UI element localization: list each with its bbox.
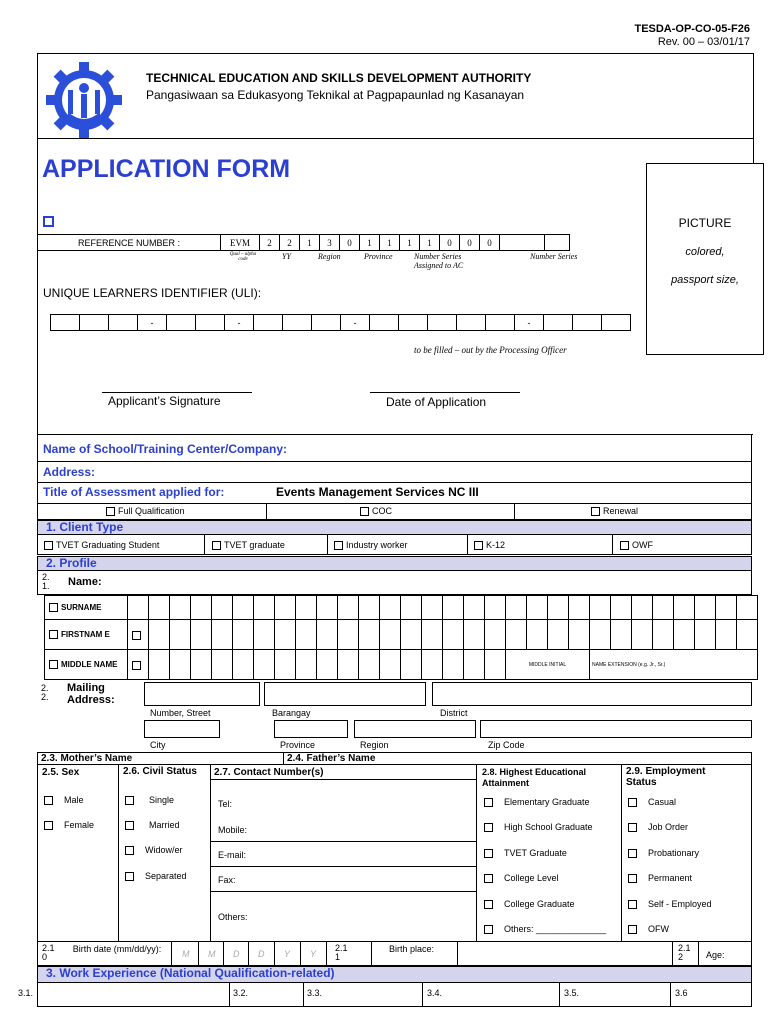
ref-cell[interactable]: 0 [480,235,500,251]
name-cell[interactable] [464,620,485,650]
uli-cell[interactable] [80,315,109,331]
checkbox[interactable] [484,798,493,807]
name-cell[interactable] [506,596,527,620]
client-type-option[interactable] [620,540,653,550]
street-field[interactable] [144,682,260,706]
name-cell[interactable] [485,620,506,650]
civil-option[interactable] [125,871,187,881]
uli-cell[interactable] [196,315,225,331]
name-cell[interactable] [296,620,317,650]
name-cell[interactable] [443,650,464,680]
date-letter[interactable]: M [182,949,190,959]
name-cell[interactable] [548,596,569,620]
name-cell[interactable] [527,620,548,650]
name-cell[interactable] [317,620,338,650]
name-cell[interactable] [275,596,296,620]
birthdate-number: 2.1 0 [42,943,55,962]
option-label: Female [64,820,95,830]
work-experience-heading: 3. Work Experience (National Qualification-related) [37,966,752,983]
surname-label [45,596,128,620]
applicant-signature-label: Applicant’s Signature [108,394,221,408]
uli-cell[interactable] [573,315,602,331]
caption-region: Region [318,252,341,261]
name-cell[interactable] [695,596,716,620]
personal-details [37,765,752,942]
option-label: College Graduate [504,899,575,909]
caption-region: Region [360,740,389,750]
option-label: Probationary [648,848,700,858]
name-cell[interactable] [380,596,401,620]
name-cell[interactable] [149,650,170,680]
checkbox[interactable] [474,541,483,550]
caption-province: Province [364,252,393,261]
option-label: Married [149,820,180,830]
name-label: Name: [68,576,102,588]
checkbox[interactable] [334,541,343,550]
name-cell[interactable] [737,596,758,620]
name-cell[interactable] [128,620,149,650]
age-number: 2.1 2 [678,943,691,962]
checkbox[interactable] [484,849,493,858]
name-cell[interactable] [380,650,401,680]
name-cell[interactable] [359,650,380,680]
tesda-logo-icon [44,60,124,140]
checkbox[interactable] [360,507,369,516]
client-type-option[interactable] [44,540,159,550]
employment-option[interactable] [628,924,669,934]
name-cell[interactable] [527,596,548,620]
name-cell[interactable] [254,620,275,650]
uli-cell[interactable]: - [515,315,544,331]
sex-label: 2.5. Sex [42,767,80,778]
education-option[interactable] [484,899,575,909]
province-field[interactable] [274,720,348,738]
caption-qual: Qual – alpha code [229,252,257,262]
name-grid [44,595,758,680]
middlename-label [45,650,128,680]
reference-number-row [37,234,570,251]
work-col: 3.5. [564,988,580,998]
ref-cell[interactable]: 1 [300,235,320,251]
name-cell[interactable] [338,650,359,680]
name-cell[interactable] [170,620,191,650]
name-cell[interactable] [296,650,317,680]
mailing-number: 2. 2. [41,683,49,702]
name-cell[interactable] [128,596,149,620]
caption-series-ac: Number Series Assigned to AC [414,252,464,270]
name-cell[interactable] [611,620,632,650]
assessment-label: Title of Assessment applied for: [43,485,225,499]
ref-cell[interactable]: EVM [221,235,260,251]
name-cell[interactable] [380,620,401,650]
option-label: Widow/er [145,845,183,855]
client-type-heading: 1. Client Type [37,520,752,535]
option-label: Industry worker [346,540,408,550]
blue-checkbox[interactable] [43,216,54,227]
name-cell[interactable] [191,596,212,620]
contact-label: 2.7. Contact Number(s) [214,767,324,778]
checkbox[interactable] [484,874,493,883]
ref-cell[interactable]: 1 [400,235,420,251]
name-cell[interactable] [632,620,653,650]
name-cell[interactable] [443,620,464,650]
name-cell[interactable] [338,620,359,650]
name-cell[interactable] [443,596,464,620]
option-label: Single [149,795,175,805]
education-option[interactable] [484,873,559,883]
processing-note: to be filled – out by the Processing Officer [414,345,567,355]
name-cell[interactable] [716,596,737,620]
client-type-option[interactable] [212,540,285,550]
ref-cell[interactable]: 3 [320,235,340,251]
uli-cell[interactable] [602,315,631,331]
barangay-field[interactable] [264,682,426,706]
checkbox[interactable] [49,660,58,669]
date-of-application-label: Date of Application [386,395,487,409]
option-label: College Level [504,873,559,883]
name-header-row [37,571,752,595]
checkbox[interactable] [44,796,53,805]
employment-option[interactable] [628,873,692,883]
ref-cell[interactable]: 0 [340,235,360,251]
name-cell[interactable] [422,596,443,620]
checkbox[interactable] [106,507,115,516]
ref-cell[interactable]: 2 [280,235,300,251]
form-code: TESDA-OP-CO-05-F26 [634,23,750,35]
employment-option[interactable] [628,822,688,832]
contact-email[interactable]: E-mail: [218,850,247,860]
contact-others[interactable]: Others: [218,912,248,922]
name-cell[interactable] [338,596,359,620]
name-cell[interactable] [485,650,506,680]
work-experience-header [37,983,752,1007]
school-label: Name of School/Training Center/Company: [43,442,288,456]
name-cell[interactable] [149,620,170,650]
name-cell[interactable] [737,620,758,650]
revision: Rev. 00 – 03/01/17 [657,36,750,48]
name-cell[interactable] [590,620,611,650]
name-cell[interactable] [254,650,275,680]
caption-zipcode: Zip Code [488,740,525,750]
option-label: TVET Graduating Student [56,540,160,550]
ref-cell[interactable]: 1 [360,235,380,251]
option-label: Others: ______________ [504,924,607,934]
city-field[interactable] [144,720,220,738]
name-cell[interactable] [296,596,317,620]
label-text: MIDDLE NAME [61,659,118,669]
opt-renewal[interactable] [591,506,638,516]
name-cell[interactable] [401,596,422,620]
option-label: TVET graduate [224,540,285,550]
name-cell[interactable] [716,620,737,650]
name-cell[interactable] [464,596,485,620]
agency-name: TECHNICAL EDUCATION AND SKILLS DEVELOPMENT AUTHORITY [146,71,532,85]
caption-district: District [440,708,468,718]
name-cell[interactable] [212,620,233,650]
uli-cell[interactable] [312,315,341,331]
contact-fax[interactable]: Fax: [218,875,236,885]
name-cell[interactable] [401,650,422,680]
name-cell[interactable] [485,596,506,620]
checkbox[interactable] [125,846,134,855]
education-option[interactable] [484,848,567,858]
region-field[interactable] [354,720,476,738]
name-cell[interactable] [275,650,296,680]
work-col: 3.2. [233,988,249,998]
checkbox[interactable] [484,925,493,934]
checkbox[interactable] [125,796,134,805]
caption-street: Number, Street [150,708,211,718]
option-label: Permanent [648,873,693,883]
sex-option[interactable] [44,795,84,805]
checkbox[interactable] [591,507,600,516]
uli-cell[interactable] [370,315,399,331]
checkbox[interactable] [125,821,134,830]
name-cell[interactable] [254,596,275,620]
opt-label: Full Qualification [118,506,185,516]
uli-label: UNIQUE LEARNERS IDENTIFIER (ULI): [43,286,262,300]
parents-row [37,752,752,765]
sex-option[interactable] [44,820,94,830]
name-cell[interactable] [695,620,716,650]
opt-full-qualification[interactable] [106,506,185,516]
caption-barangay: Barangay [272,708,311,718]
checkbox[interactable] [628,798,637,807]
district-field[interactable] [432,682,752,706]
header-box [37,53,754,139]
uli-cell[interactable] [544,315,573,331]
opt-coc[interactable] [360,506,392,516]
date-letter[interactable]: Y [310,949,317,959]
caption-yy: YY [282,252,291,261]
birthplace-number: 2.1 1 [335,943,348,962]
name-cell[interactable] [590,596,611,620]
checkbox[interactable] [484,823,493,832]
firstname-label [45,620,128,650]
age-label[interactable]: Age: [706,950,725,960]
option-label: High School Graduate [504,822,593,832]
caption-series: Number Series [530,252,578,261]
ref-cell[interactable] [545,235,570,251]
work-col: 3.6 [675,988,688,998]
date-letter[interactable]: D [233,949,240,959]
name-cell[interactable] [128,650,149,680]
name-cell[interactable] [506,620,527,650]
checkbox[interactable] [49,603,58,612]
checkbox[interactable] [484,900,493,909]
date-letter[interactable]: D [258,949,265,959]
address-label: Address: [43,465,96,479]
option-label: OWF [632,540,653,550]
option-label: Elementary Graduate [504,797,590,807]
checkbox[interactable] [44,821,53,830]
form-title: APPLICATION FORM [42,155,291,183]
name-cell[interactable] [317,650,338,680]
assessment-row [37,483,752,504]
picture-label: PICTURE [678,216,732,230]
uli-cell[interactable] [399,315,428,331]
name-cell[interactable] [212,596,233,620]
name-cell[interactable] [359,596,380,620]
name-cell[interactable] [170,596,191,620]
caption-province: Province [280,740,316,750]
name-cell[interactable] [464,650,485,680]
mother-name-label[interactable]: 2.3. Mother’s Name [41,753,133,764]
father-name-label[interactable]: 2.4. Father’s Name [287,753,376,764]
contact-mobile[interactable]: Mobile: [218,825,248,835]
name-cell[interactable] [422,650,443,680]
checkbox[interactable] [628,823,637,832]
checkbox[interactable] [628,849,637,858]
ref-cell[interactable]: 2 [260,235,280,251]
work-col: 3.4. [427,988,443,998]
option-label: Male [64,795,84,805]
option-label: K-12 [486,540,506,550]
qualification-type-row [37,504,752,520]
option-label: Job Order [648,822,689,832]
checkbox[interactable] [125,872,134,881]
assessment-value[interactable]: Events Management Services NC III [276,485,479,499]
agency-name-filipino: Pangasiwaan sa Edukasyong Teknikal at Pagpapaunlad ng Kasanayan [146,88,525,102]
checkbox[interactable] [628,925,637,934]
zipcode-field[interactable] [480,720,752,738]
checkbox[interactable] [620,541,629,550]
school-row[interactable] [37,434,752,462]
checkbox[interactable] [44,541,53,550]
ref-cell[interactable] [500,235,545,251]
date-letter[interactable]: Y [284,949,291,959]
education-option[interactable] [484,924,606,934]
name-cell[interactable] [653,620,674,650]
uli-cell[interactable] [109,315,138,331]
name-cell[interactable] [170,650,191,680]
checkbox[interactable] [49,630,58,639]
uli-cell[interactable] [428,315,457,331]
option-label: Self - Employed [648,899,712,909]
employment-option[interactable] [628,797,676,807]
opt-label: COC [372,506,392,516]
name-cell[interactable] [149,596,170,620]
checkbox[interactable] [212,541,221,550]
name-cell[interactable] [674,620,695,650]
uli-row [50,314,631,331]
address-row[interactable] [37,462,752,483]
civil-option[interactable] [125,820,180,830]
name-cell[interactable] [401,620,422,650]
ref-cell[interactable]: 0 [460,235,480,251]
name-extension-label: NAME EXTENSION (e.g. Jr., Sr.) [590,650,758,680]
name-cell[interactable] [212,650,233,680]
uli-cell[interactable]: - [341,315,370,331]
option-label: Separated [145,871,187,881]
mailing-label: Mailing Address: [67,682,115,706]
name-cell[interactable] [317,596,338,620]
caption-city: City [150,740,166,750]
education-option[interactable] [484,797,590,807]
option-label: TVET Graduate [504,848,567,858]
client-type-row [37,535,752,555]
education-label: 2.8. Highest Educational Attainment [482,767,587,788]
name-cell[interactable] [674,596,695,620]
name-cell[interactable] [548,620,569,650]
checkbox[interactable] [628,900,637,909]
checkbox[interactable] [628,874,637,883]
birthplace-label[interactable]: Birth place: [389,944,435,954]
ref-cell[interactable]: 1 [380,235,400,251]
client-type-option[interactable] [474,540,505,550]
uli-cell[interactable] [254,315,283,331]
work-col: 3.3. [307,988,323,998]
picture-note-2: passport size, [671,274,739,286]
label-text: SURNAME [61,602,102,612]
name-cell[interactable] [359,620,380,650]
name-cell[interactable] [632,596,653,620]
name-cell[interactable] [191,650,212,680]
education-option[interactable] [484,822,593,832]
uli-cell[interactable] [167,315,196,331]
option-label: Casual [648,797,677,807]
name-number: 2. 1. [42,572,50,591]
uli-cell[interactable]: - [225,315,254,331]
civil-option[interactable] [125,795,174,805]
name-cell[interactable] [569,596,590,620]
picture-box [646,163,764,355]
client-type-option[interactable] [334,540,408,550]
profile-heading: 2. Profile [37,556,752,571]
civil-option[interactable] [125,845,183,855]
employment-option[interactable] [628,899,712,909]
reference-label: REFERENCE NUMBER : [38,235,221,251]
uli-cell[interactable]: - [138,315,167,331]
checkbox[interactable] [132,661,141,670]
label-text: FIRSTNAM E [61,629,110,639]
birth-row [37,942,752,966]
uli-cell[interactable] [486,315,515,331]
checkbox[interactable] [132,631,141,640]
name-cell[interactable] [569,620,590,650]
employment-option[interactable] [628,848,699,858]
birthdate-label: Birth date (mm/dd/yy): [72,944,162,954]
date-letter[interactable]: M [208,949,216,959]
name-cell[interactable] [233,596,254,620]
opt-label: Renewal [603,506,639,516]
middle-initial-label: MIDDLE INITIAL [506,650,590,680]
name-cell[interactable] [233,650,254,680]
name-cell[interactable] [422,620,443,650]
name-cell[interactable] [611,596,632,620]
uli-cell[interactable] [51,315,80,331]
employment-label: 2.9. Employment Status [626,766,706,788]
uli-cell[interactable] [283,315,312,331]
name-cell[interactable] [233,620,254,650]
name-cell[interactable] [653,596,674,620]
contact-tel[interactable]: Tel: [218,799,233,809]
option-label: OFW [648,924,669,934]
ref-cell[interactable]: 1 [420,235,440,251]
ref-cell[interactable]: 0 [440,235,460,251]
civil-status-label: 2.6. Civil Status [123,766,197,777]
picture-note-1: colored, [685,246,725,258]
name-cell[interactable] [275,620,296,650]
uli-cell[interactable] [457,315,486,331]
work-col: 3.1. [18,988,34,998]
name-cell[interactable] [191,620,212,650]
